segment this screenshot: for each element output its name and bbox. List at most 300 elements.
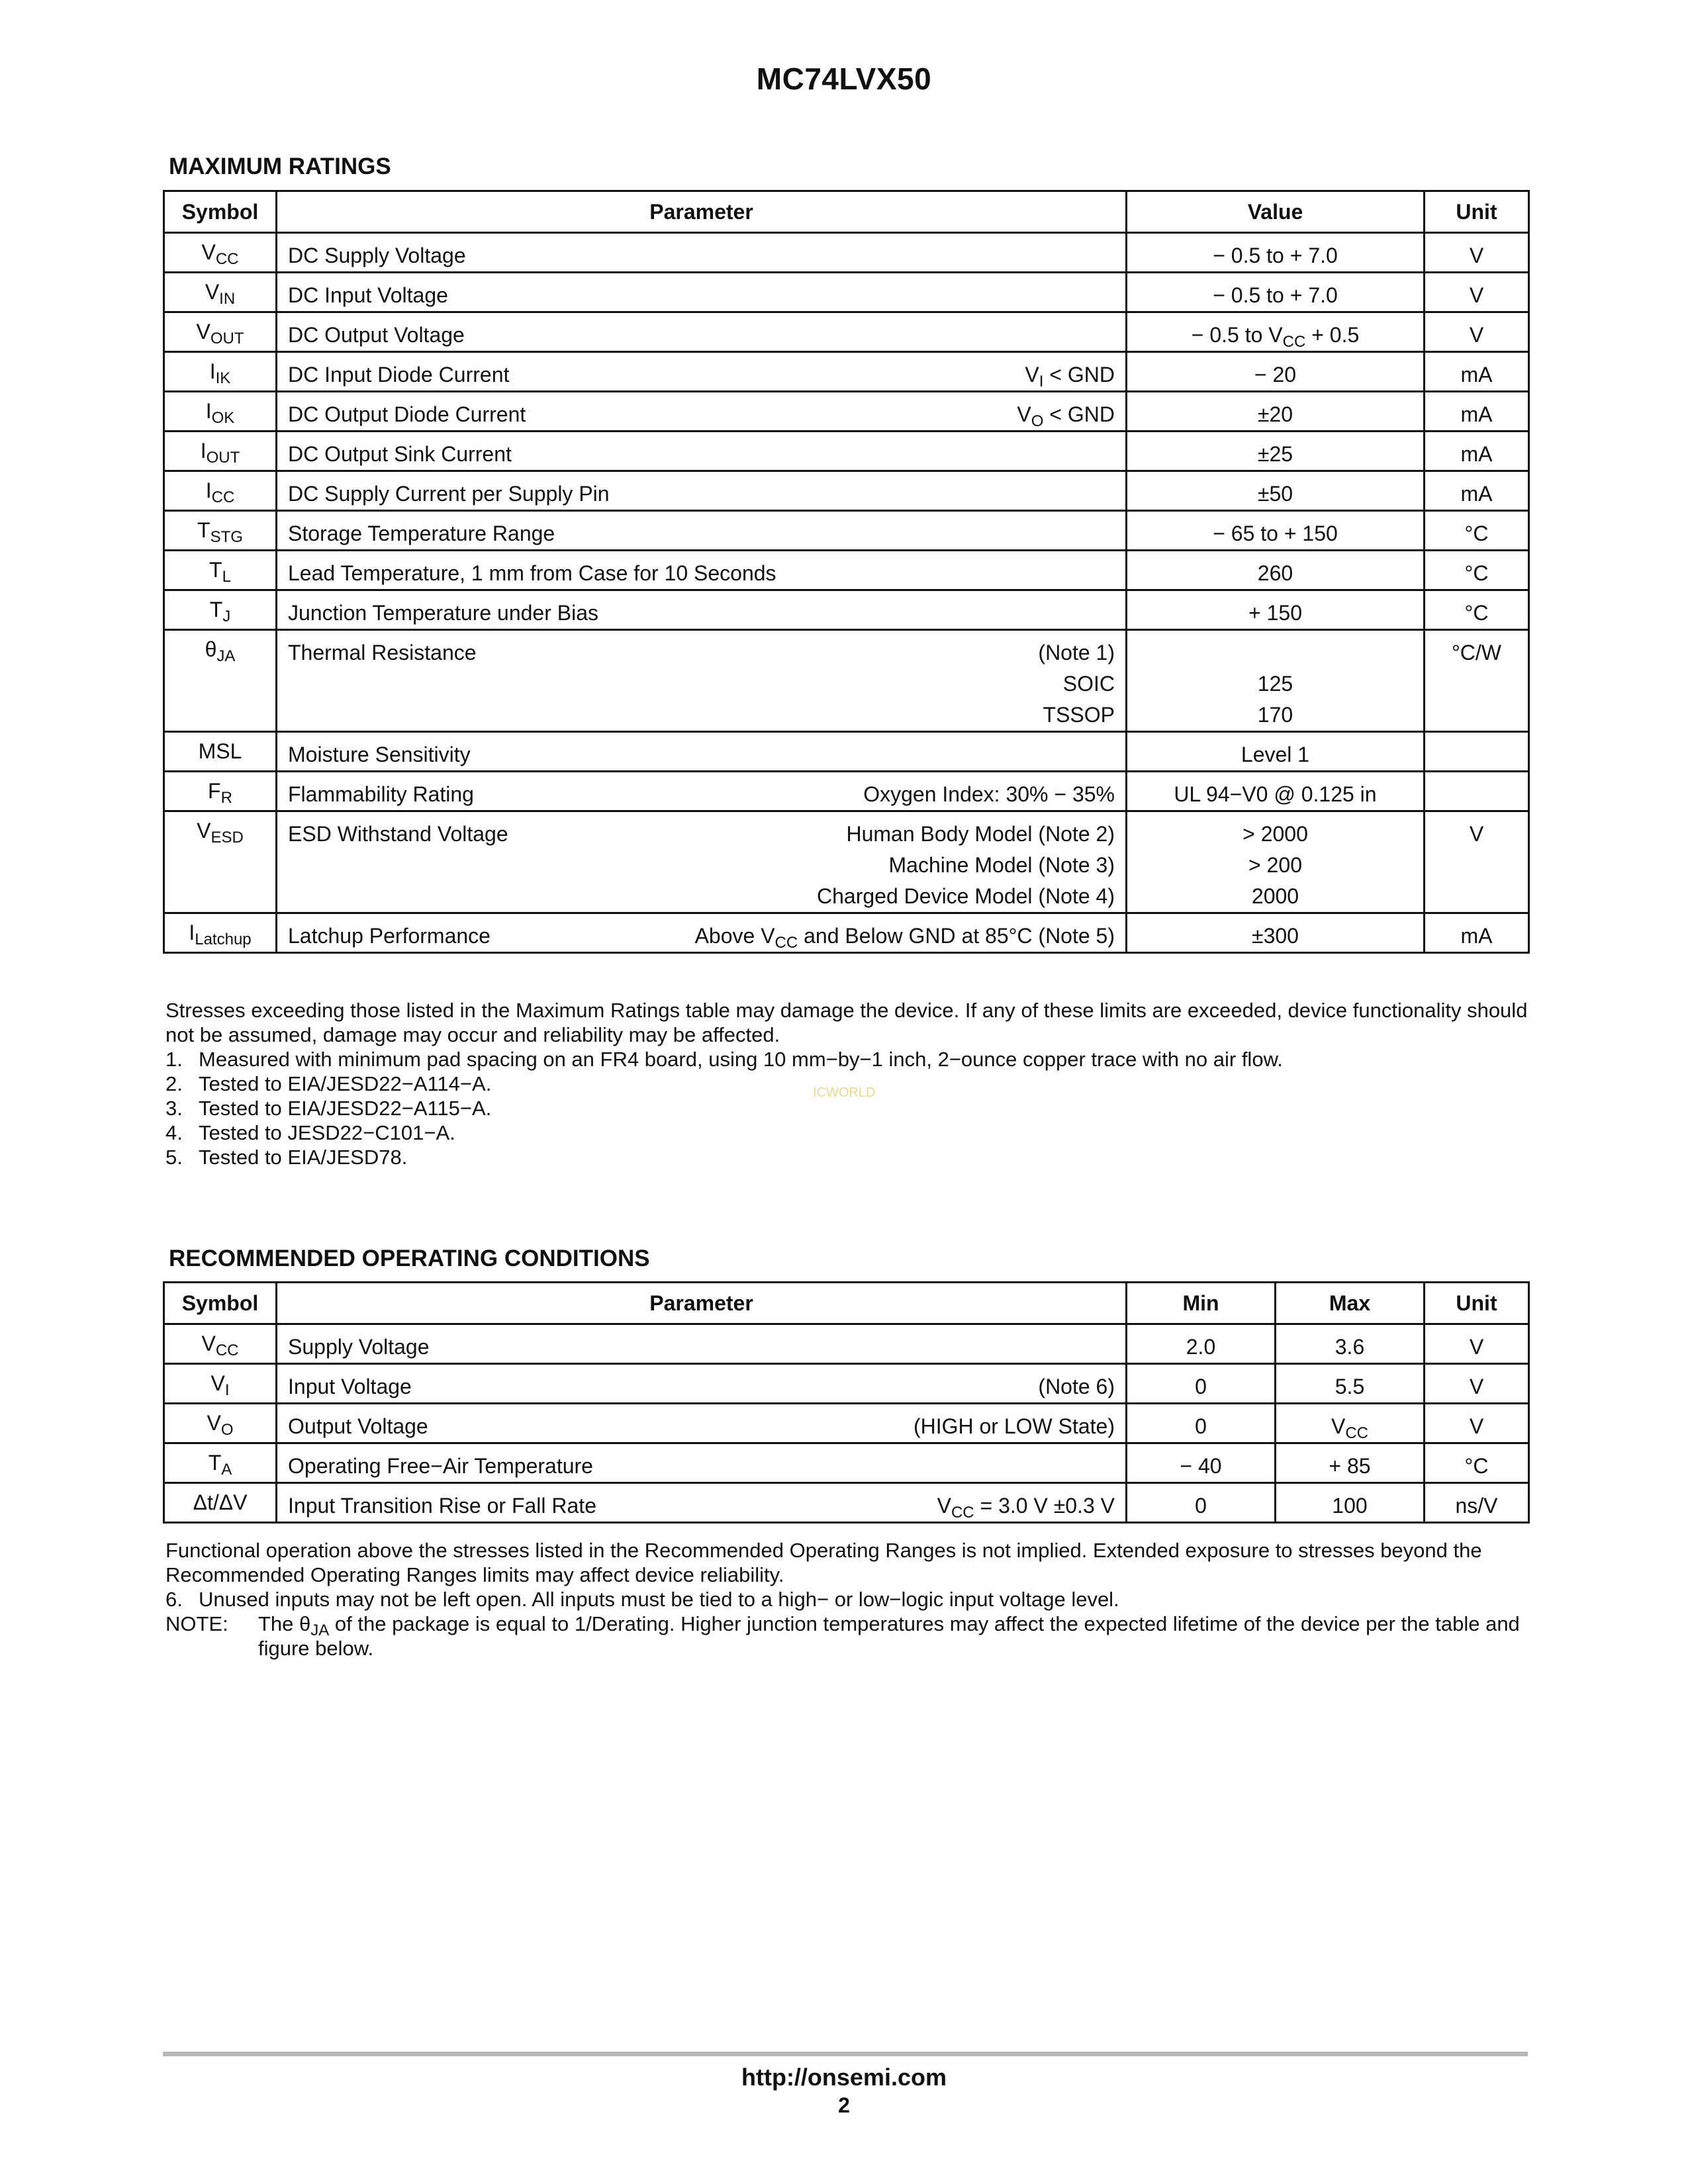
symbol-cell — [164, 551, 277, 590]
min-cell — [1127, 1483, 1276, 1523]
symbol-text: Δt/ΔV — [193, 1490, 248, 1514]
header-parameter: Parameter — [277, 191, 1127, 233]
unit-text: °C — [1464, 1454, 1489, 1478]
value-post: + 0.5 — [1305, 323, 1360, 347]
unit-cell — [1425, 312, 1529, 352]
symbol-cell — [164, 811, 277, 913]
condition-line: Machine Model (Note 3) — [888, 853, 1115, 877]
unit-cell — [1425, 913, 1529, 953]
symbol-cell — [164, 1443, 277, 1483]
condition-line: TSSOP — [1043, 703, 1115, 727]
header-symbol: Symbol — [164, 1283, 277, 1324]
symbol-cell — [164, 471, 277, 511]
symbol-cell — [164, 352, 277, 392]
parameter-cell — [277, 1404, 1127, 1443]
symbol-cell — [164, 312, 277, 352]
condition-pre: V — [937, 1494, 951, 1518]
symbol-text: I — [189, 921, 195, 944]
symbol-cell — [164, 1324, 277, 1364]
unit-text: mA — [1460, 924, 1493, 948]
symbol-subscript: CC — [211, 488, 235, 506]
value-cell — [1127, 511, 1425, 551]
table-row — [164, 233, 1529, 273]
parameter-line — [288, 1490, 1115, 1522]
value-cell — [1127, 352, 1425, 392]
value-text: − 0.5 to + 7.0 — [1213, 244, 1338, 267]
note-text-pre: The θ — [258, 1612, 311, 1635]
parameter-cell — [277, 590, 1127, 630]
condition-text — [937, 1490, 1115, 1522]
parameter-line — [288, 739, 1115, 770]
condition-post: < GND — [1043, 402, 1115, 426]
table-row — [164, 312, 1529, 352]
symbol-subscript: L — [222, 568, 231, 586]
max-cell — [1276, 1483, 1425, 1523]
parameter-line — [288, 921, 1115, 952]
footnote-text: Measured with minimum pad spacing on an FR4 board, using 10 mm−by−1 inch, 2−ounce copper trace with no air flow. — [199, 1048, 1283, 1071]
parameter-name: DC Supply Voltage — [288, 244, 466, 267]
parameter-name: Input Transition Rise or Fall Rate — [288, 1494, 596, 1518]
rec-op-title: RECOMMENDED OPERATING CONDITIONS — [169, 1246, 650, 1271]
symbol-text: V — [205, 280, 220, 304]
value-text: Level 1 — [1241, 743, 1310, 766]
symbol-cell — [164, 392, 277, 432]
parameter-line — [288, 399, 1115, 430]
max-text: 5.5 — [1335, 1375, 1365, 1398]
value-line: 170 — [1257, 703, 1293, 727]
unit-cell — [1425, 352, 1529, 392]
footnote-item — [165, 1047, 1532, 1071]
condition-line: (Note 1) — [1038, 641, 1115, 664]
parameter-name: Latchup Performance — [288, 924, 491, 948]
max-text: + 85 — [1329, 1454, 1371, 1478]
table-row — [164, 551, 1529, 590]
condition-post: and Below GND at 85°C (Note 5) — [798, 924, 1115, 948]
symbol-text: V — [207, 1411, 221, 1435]
stress-note: Stresses exceeding those listed in the Maximum Ratings table may damage the device. If any of these limits are exceeded, device functionality should not be assumed, damage may occur and reliability may be affected. — [165, 999, 1528, 1046]
table-row — [164, 511, 1529, 551]
min-cell — [1127, 1364, 1276, 1404]
unit-cell — [1425, 630, 1529, 732]
parameter-cell — [277, 233, 1127, 273]
value-line — [1138, 779, 1413, 810]
unit-text: °C/W — [1452, 641, 1501, 664]
parameter-cell — [277, 1364, 1127, 1404]
condition-line: Charged Device Model (Note 4) — [817, 884, 1115, 908]
unit-text: mA — [1460, 402, 1493, 426]
value-cell — [1127, 471, 1425, 511]
unit-text: V — [1469, 822, 1484, 846]
condition-line: Human Body Model (Note 2) — [846, 822, 1115, 846]
header-unit: Unit — [1425, 1283, 1529, 1324]
table-row — [164, 732, 1529, 772]
symbol-subscript: JA — [216, 647, 236, 665]
symbol-text: V — [196, 320, 211, 343]
unit-text: V — [1469, 1414, 1484, 1438]
min-cell — [1127, 1404, 1276, 1443]
table-header-row — [164, 191, 1529, 233]
parameter-line — [288, 518, 1115, 549]
condition-text — [1017, 399, 1115, 430]
max-cell — [1276, 1404, 1425, 1443]
max-cell — [1276, 1443, 1425, 1483]
parameter-cell — [277, 630, 1127, 732]
parameter-cell — [277, 312, 1127, 352]
functional-note: Functional operation above the stresses listed in the Recommended Operating Ranges is not implied. Extended exposure to stresses beyond the Recommended Operating Ranges limits may affect device reliability. — [165, 1539, 1482, 1586]
table-row — [164, 811, 1529, 913]
value-line — [1138, 478, 1413, 510]
condition-text — [1025, 359, 1115, 390]
unit-cell — [1425, 1483, 1529, 1523]
condition-stack — [817, 819, 1115, 912]
unit-cell — [1425, 1324, 1529, 1364]
symbol-cell — [164, 1483, 277, 1523]
value-text: UL 94−V0 @ 0.125 in — [1174, 782, 1377, 806]
footnote-text: Tested to JESD22−C101−A. — [199, 1121, 455, 1144]
footnote-number: 2. — [165, 1072, 183, 1095]
max-text — [1287, 1411, 1413, 1442]
footnote-number: 1. — [165, 1048, 183, 1071]
min-cell — [1127, 1443, 1276, 1483]
unit-text: mA — [1460, 442, 1493, 466]
watermark: ICWORLD — [813, 1085, 876, 1100]
footnote-number: 5. — [165, 1146, 183, 1169]
condition-sub: I — [1039, 373, 1044, 390]
table-row — [164, 1324, 1529, 1364]
table-row — [164, 432, 1529, 471]
value-line: 125 — [1257, 672, 1293, 696]
symbol-subscript: O — [220, 1421, 234, 1439]
symbol-cell — [164, 913, 277, 953]
parameter-name: Operating Free−Air Temperature — [288, 1454, 593, 1478]
parameter-line — [288, 1411, 1115, 1442]
symbol-text: T — [208, 1451, 222, 1475]
parameter-line — [288, 439, 1115, 470]
condition-stack — [1038, 637, 1115, 731]
parameter-name: DC Input Voltage — [288, 283, 448, 307]
symbol-cell — [164, 432, 277, 471]
parameter-name: DC Supply Current per Supply Pin — [288, 482, 610, 506]
parameter-line — [288, 1332, 1115, 1363]
parameter-name: Junction Temperature under Bias — [288, 601, 599, 625]
unit-cell — [1425, 1404, 1529, 1443]
max-ratings-table — [163, 190, 1530, 954]
symbol-text: F — [208, 779, 221, 803]
parameter-cell — [277, 432, 1127, 471]
symbol-subscript: CC — [215, 1342, 239, 1359]
symbol-cell — [164, 1364, 277, 1404]
max-ratings-notes — [165, 998, 1532, 1169]
rec-op-notes — [165, 1538, 1532, 1661]
value-pre: − 0.5 to V — [1191, 323, 1283, 347]
parameter-cell — [277, 1443, 1127, 1483]
value-text: + 150 — [1248, 601, 1302, 625]
value-line — [1138, 439, 1413, 470]
value-line — [1138, 921, 1413, 952]
value-text: − 0.5 to + 7.0 — [1213, 283, 1338, 307]
symbol-text: T — [209, 598, 223, 621]
symbol-subscript: OUT — [206, 449, 240, 467]
symbol-text: V — [201, 240, 216, 264]
value-line: > 2000 — [1243, 822, 1308, 846]
parameter-name: DC Output Voltage — [288, 323, 465, 347]
footnote-number: 6. — [165, 1588, 183, 1611]
parameter-line — [288, 320, 1115, 351]
value-text: ±20 — [1257, 402, 1293, 426]
value-text: − 65 to + 150 — [1213, 522, 1338, 545]
value-cell — [1127, 811, 1425, 913]
value-line: 2000 — [1251, 884, 1299, 908]
footnote-number: 4. — [165, 1121, 183, 1144]
min-text: 0 — [1195, 1414, 1207, 1438]
parameter-name: DC Output Sink Current — [288, 442, 512, 466]
header-min: Min — [1127, 1283, 1276, 1324]
unit-text: V — [1469, 244, 1484, 267]
condition-pre: Above V — [694, 924, 775, 948]
parameter-name: Supply Voltage — [288, 1335, 430, 1359]
parameter-line — [288, 558, 1115, 589]
value-cell — [1127, 630, 1425, 732]
symbol-text: I — [209, 359, 216, 383]
symbol-subscript: J — [222, 608, 231, 625]
unit-cell — [1425, 233, 1529, 273]
symbol-cell — [164, 772, 277, 811]
value-cell — [1127, 772, 1425, 811]
parameter-cell — [277, 772, 1127, 811]
parameter-name: Lead Temperature, 1 mm from Case for 10 Seconds — [288, 561, 776, 585]
max-text: 100 — [1332, 1494, 1368, 1518]
table-row — [164, 392, 1529, 432]
symbol-text: V — [197, 819, 211, 842]
symbol-text: V — [211, 1371, 225, 1395]
value-stack — [1138, 637, 1413, 731]
symbol-subscript: IN — [219, 290, 236, 308]
parameter-line — [288, 240, 1115, 271]
condition-sub: O — [1031, 412, 1044, 430]
parameter-name: Input Voltage — [288, 1375, 412, 1398]
symbol-subscript: CC — [215, 250, 239, 268]
table-row — [164, 1443, 1529, 1483]
unit-cell — [1425, 471, 1529, 511]
table-row — [164, 352, 1529, 392]
value-text — [1192, 320, 1360, 351]
symbol-subscript: Latchup — [195, 931, 252, 948]
parameter-name: Thermal Resistance — [288, 641, 477, 664]
parameter-name: DC Input Diode Current — [288, 363, 510, 387]
value-cell — [1127, 432, 1425, 471]
parameter-cell — [277, 1324, 1127, 1364]
value-text: − 20 — [1254, 363, 1297, 387]
table-row — [164, 913, 1529, 953]
value-line — [1138, 240, 1413, 271]
unit-text: °C — [1464, 561, 1489, 585]
footnote-list — [165, 1047, 1532, 1169]
parameter-cell — [277, 273, 1127, 312]
parameter-line — [288, 359, 1115, 390]
min-text: 2.0 — [1186, 1335, 1216, 1359]
parameter-line — [288, 598, 1115, 629]
symbol-subscript: OK — [211, 409, 235, 427]
table-row — [164, 1483, 1529, 1523]
parameter-cell — [277, 732, 1127, 772]
header-value: Value — [1127, 191, 1425, 233]
unit-cell — [1425, 1364, 1529, 1404]
condition-sub: CC — [951, 1504, 974, 1522]
footnote-text: Tested to EIA/JESD22−A115−A. — [199, 1097, 492, 1120]
max-ratings-title: MAXIMUM RATINGS — [169, 154, 391, 179]
value-cell — [1127, 732, 1425, 772]
unit-cell — [1425, 551, 1529, 590]
condition-post: < GND — [1043, 363, 1115, 387]
parameter-cell — [277, 471, 1127, 511]
condition-text: (HIGH or LOW State) — [913, 1414, 1115, 1438]
note-label: NOTE: — [165, 1612, 228, 1635]
table-row — [164, 772, 1529, 811]
unit-cell — [1425, 392, 1529, 432]
value-cell — [1127, 392, 1425, 432]
parameter-cell — [277, 913, 1127, 953]
footnote-item — [165, 1587, 1532, 1612]
symbol-text: MSL — [198, 739, 242, 763]
footnote-text: Tested to EIA/JESD22−A114−A. — [199, 1072, 492, 1095]
header-parameter: Parameter — [277, 1283, 1127, 1324]
unit-text: V — [1469, 323, 1484, 347]
value-text: 260 — [1257, 561, 1293, 585]
condition-text: (Note 6) — [1038, 1375, 1115, 1398]
note-text-sub: JA — [310, 1621, 330, 1639]
unit-cell — [1425, 273, 1529, 312]
symbol-text: T — [197, 518, 211, 542]
max-pre: V — [1331, 1414, 1346, 1438]
unit-text: mA — [1460, 482, 1493, 506]
unit-text: V — [1469, 283, 1484, 307]
parameter-cell — [277, 811, 1127, 913]
table-row — [164, 471, 1529, 511]
condition-text: Oxygen Index: 30% − 35% — [863, 782, 1115, 806]
unit-cell — [1425, 732, 1529, 772]
note-block — [165, 1612, 1532, 1661]
footnote-number: 3. — [165, 1097, 183, 1120]
unit-text: °C — [1464, 601, 1489, 625]
note-text — [258, 1612, 1532, 1661]
value-line — [1138, 637, 1413, 668]
parameter-name: Output Voltage — [288, 1414, 428, 1438]
value-line — [1138, 518, 1413, 549]
condition-sub: CC — [774, 934, 798, 952]
symbol-cell — [164, 590, 277, 630]
unit-cell — [1425, 511, 1529, 551]
symbol-text: I — [200, 439, 207, 463]
symbol-subscript: ESD — [211, 829, 244, 846]
parameter-line — [288, 280, 1115, 311]
table-row — [164, 1364, 1529, 1404]
condition-line: SOIC — [1062, 672, 1115, 696]
parameter-name: ESD Withstand Voltage — [288, 822, 508, 846]
value-cell — [1127, 590, 1425, 630]
table-row — [164, 273, 1529, 312]
max-cell — [1276, 1324, 1425, 1364]
parameter-line — [288, 1451, 1115, 1482]
header-symbol: Symbol — [164, 191, 277, 233]
parameter-cell — [277, 511, 1127, 551]
value-text: ±25 — [1257, 442, 1293, 466]
unit-cell — [1425, 590, 1529, 630]
table-row — [164, 1404, 1529, 1443]
symbol-text: I — [205, 399, 212, 423]
symbol-cell — [164, 630, 277, 732]
parameter-line — [288, 779, 1115, 810]
value-sub: CC — [1282, 333, 1306, 351]
condition-pre: V — [1017, 402, 1031, 426]
table-header-row — [164, 1283, 1529, 1324]
symbol-cell — [164, 273, 277, 312]
symbol-subscript: R — [220, 789, 232, 807]
value-line — [1138, 359, 1413, 390]
value-cell — [1127, 273, 1425, 312]
footnote-text: Unused inputs may not be left open. All inputs must be tied to a high− or low−logic input voltage level. — [199, 1588, 1119, 1611]
min-cell — [1127, 1324, 1276, 1364]
unit-cell — [1425, 772, 1529, 811]
symbol-subscript: OUT — [210, 330, 244, 347]
parameter-name: Moisture Sensitivity — [288, 743, 471, 766]
symbol-cell — [164, 233, 277, 273]
symbol-cell — [164, 1404, 277, 1443]
page-number: 2 — [838, 2093, 850, 2117]
value-cell — [1127, 913, 1425, 953]
condition-pre: V — [1025, 363, 1039, 387]
max-cell — [1276, 1364, 1425, 1404]
value-cell — [1127, 551, 1425, 590]
header-max: Max — [1276, 1283, 1425, 1324]
note-text-post: of the package is equal to 1/Derating. Higher junction temperatures may affect the expected lifetime of the device per the table and figure below. — [258, 1612, 1520, 1660]
footer-url: http://onsemi.com — [741, 2064, 947, 2091]
max-sub: CC — [1345, 1424, 1368, 1442]
unit-text: °C — [1464, 522, 1489, 545]
parameter-line — [288, 478, 1115, 510]
value-cell — [1127, 233, 1425, 273]
value-cell — [1127, 312, 1425, 352]
parameter-cell — [277, 392, 1127, 432]
table-row — [164, 630, 1529, 732]
unit-cell — [1425, 1443, 1529, 1483]
footnote-item — [165, 1145, 1532, 1169]
value-text: ±50 — [1257, 482, 1293, 506]
footnote-item — [165, 1120, 1532, 1145]
document-title: MC74LVX50 — [756, 62, 932, 96]
symbol-cell — [164, 511, 277, 551]
header-unit: Unit — [1425, 191, 1529, 233]
symbol-text: I — [205, 478, 212, 502]
value-line — [1138, 739, 1413, 770]
unit-cell — [1425, 432, 1529, 471]
value-line — [1138, 320, 1413, 351]
condition-text — [695, 921, 1115, 952]
unit-cell — [1425, 811, 1529, 913]
footer-divider — [163, 2052, 1528, 2056]
parameter-cell — [277, 551, 1127, 590]
condition-post: = 3.0 V ±0.3 V — [974, 1494, 1115, 1518]
unit-text: V — [1469, 1335, 1484, 1359]
unit-text: ns/V — [1455, 1494, 1498, 1518]
value-line: > 200 — [1248, 853, 1302, 877]
footnote-text: Tested to EIA/JESD78. — [199, 1146, 408, 1169]
symbol-text: θ — [205, 637, 217, 661]
parameter-name: Storage Temperature Range — [288, 522, 555, 545]
parameter-line — [288, 819, 1115, 912]
min-text: 0 — [1195, 1375, 1207, 1398]
parameter-name: Flammability Rating — [288, 782, 474, 806]
unit-text: V — [1469, 1375, 1484, 1398]
